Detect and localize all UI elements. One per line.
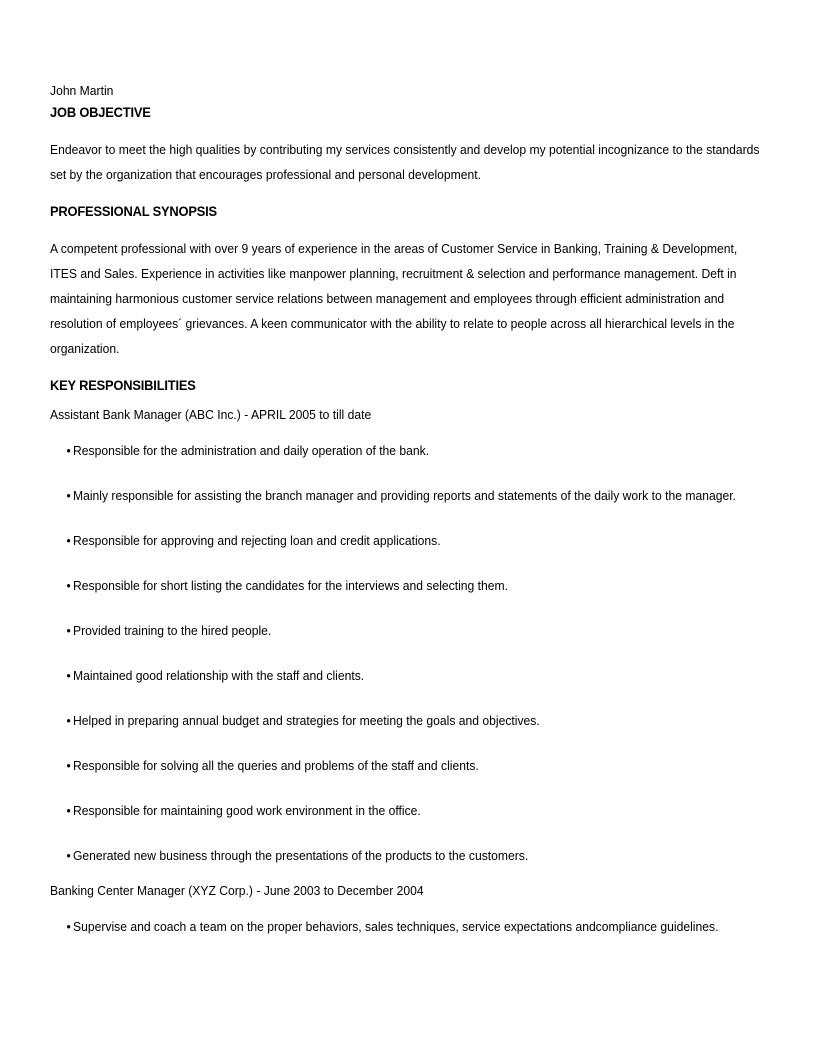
list-item [50, 573, 766, 598]
list-item [50, 663, 766, 688]
section-heading-job-objective: JOB OBJECTIVE [50, 104, 151, 121]
list-item-text: Generated new business through the presentations of the products to the customers. [73, 848, 529, 864]
list-item-text: Responsible for solving all the queries and problems of the staff and clients. [73, 758, 479, 774]
list-item-text: Responsible for approving and rejecting loan and credit applications. [73, 533, 441, 549]
responsibility-list-1 [50, 438, 766, 868]
document-body [50, 84, 766, 939]
list-item-text: Supervise and coach a team on the proper behaviors, sales techniques, service expectations andcompliance guidelines. [73, 919, 719, 935]
list-item [50, 618, 766, 643]
section-heading-professional-synopsis: PROFESSIONAL SYNOPSIS [50, 203, 217, 220]
list-item [50, 798, 766, 823]
job-title-line-1: Assistant Bank Manager (ABC Inc.) - APRIL 2005 to till date [50, 407, 372, 423]
list-item [50, 753, 766, 778]
list-item-text: Provided training to the hired people. [73, 623, 272, 639]
list-item-text: Helped in preparing annual budget and strategies for meeting the goals and objectives. [73, 713, 540, 729]
list-item-text: Responsible for the administration and daily operation of the bank. [73, 443, 430, 459]
responsibility-list-2 [50, 914, 766, 939]
list-item-text: Responsible for maintaining good work environment in the office. [73, 803, 421, 819]
candidate-name: John Martin [50, 83, 114, 98]
list-item [50, 483, 766, 508]
list-item [50, 438, 766, 463]
list-item [50, 708, 766, 733]
professional-synopsis-paragraph: A competent professional with over 9 years of experience in the areas of Customer Service in Banking, Training & Development, ITES and Sales. Experience in activities like manpower planning, recruitment & selection and performance management. Deft in maintaining harmonious customer service relations between management and employees through efficient administration and resolution of employees´ grievances. A keen communicator with the ability to relate to people across all hierarchical levels in the organization. [50, 241, 738, 357]
job-title-line-2: Banking Center Manager (XYZ Corp.) - June 2003 to December 2004 [50, 883, 424, 899]
list-item-text: Mainly responsible for assisting the branch manager and providing reports and statements of the daily work to the manager. [73, 488, 736, 504]
section-heading-key-responsibilities: KEY RESPONSIBILITIES [50, 377, 196, 394]
list-item [50, 843, 766, 868]
list-item [50, 914, 766, 939]
list-item [50, 528, 766, 553]
job-objective-paragraph: Endeavor to meet the high qualities by contributing my services consistently and develop my potential incognizance to the standards set by the organization that encourages professional and personal development. [50, 142, 760, 183]
list-item-text: Responsible for short listing the candidates for the interviews and selecting them. [73, 578, 508, 594]
list-item-text: Maintained good relationship with the staff and clients. [73, 668, 365, 684]
